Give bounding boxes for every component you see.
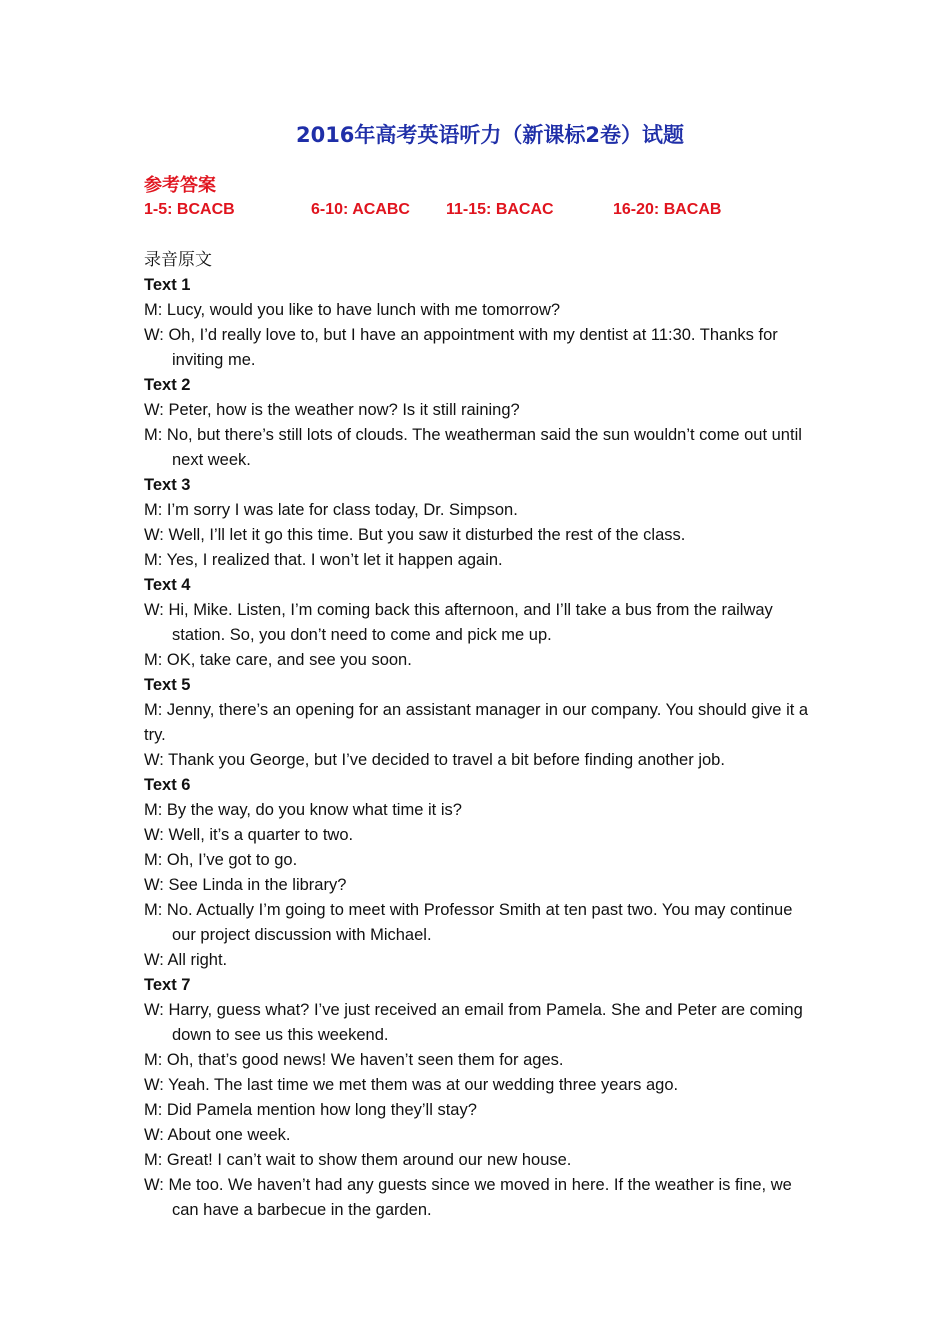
dialogue-line: M: Did Pamela mention how long they’ll stay? bbox=[144, 1101, 477, 1119]
dialogue-line: M: OK, take care, and see you soon. bbox=[144, 651, 412, 669]
text-heading: Text 5 bbox=[144, 676, 191, 694]
dialogue-line: W: Oh, I’d really love to, but I have an appointment with my dentist at 11:30. Thanks for inviting me. bbox=[144, 326, 778, 369]
dialogue-line: W: All right. bbox=[144, 951, 228, 969]
text-1-section bbox=[144, 273, 812, 373]
answer-group-6-10: 6-10: ACABC bbox=[311, 201, 410, 218]
dialogue-line: W: See Linda in the library? bbox=[144, 876, 347, 894]
text-heading: Text 7 bbox=[144, 976, 191, 994]
text-heading: Text 3 bbox=[144, 476, 191, 494]
dialogue-line: M: Yes, I realized that. I won’t let it happen again. bbox=[144, 551, 503, 569]
document-title: 2016年高考英语听力（新课标2卷）试题 bbox=[295, 123, 685, 147]
dialogue-line: M: Great! I can’t wait to show them around our new house. bbox=[144, 1151, 572, 1169]
text-4-section bbox=[144, 573, 812, 673]
dialogue-line: M: No. Actually I’m going to meet with Professor Smith at ten past two. You may continue our project discussion with Michael. bbox=[144, 901, 793, 944]
text-3-section bbox=[144, 473, 812, 573]
answers-heading: 参考答案 bbox=[144, 175, 216, 196]
text-heading: Text 1 bbox=[144, 276, 191, 294]
dialogue-line: M: By the way, do you know what time it is? bbox=[144, 801, 462, 819]
text-6-section bbox=[144, 773, 812, 973]
transcript bbox=[144, 248, 812, 1223]
dialogue-line: W: Peter, how is the weather now? Is it still raining? bbox=[144, 401, 520, 419]
dialogue-line: W: Thank you George, but I’ve decided to travel a bit before finding another job. bbox=[144, 751, 725, 769]
answer-group-11-15: 11-15: BACAC bbox=[446, 201, 554, 218]
answer-group-1-5: 1-5: BCACB bbox=[144, 201, 235, 218]
transcript-heading: 录音原文 bbox=[144, 250, 212, 270]
dialogue-line: W: Harry, guess what? I’ve just received an email from Pamela. She and Peter are coming down to see us this weekend. bbox=[144, 1001, 803, 1044]
text-2-section bbox=[144, 373, 812, 473]
answer-group-16-20: 16-20: BACAB bbox=[613, 201, 722, 218]
text-heading: Text 6 bbox=[144, 776, 191, 794]
dialogue-line: W: Well, it’s a quarter to two. bbox=[144, 826, 354, 844]
text-5-section bbox=[144, 673, 812, 773]
answer-key-row bbox=[144, 198, 844, 222]
dialogue-line: W: Me too. We haven’t had any guests since we moved in here. If the weather is fine, we can have a barbecue in the garden. bbox=[144, 1176, 792, 1219]
text-heading: Text 2 bbox=[144, 376, 191, 394]
dialogue-line: W: About one week. bbox=[144, 1126, 291, 1144]
dialogue-line: M: I’m sorry I was late for class today, Dr. Simpson. bbox=[144, 501, 518, 519]
dialogue-line: W: Well, I’ll let it go this time. But you saw it disturbed the rest of the class. bbox=[144, 526, 686, 544]
dialogue-line: M: Oh, that’s good news! We haven’t seen them for ages. bbox=[144, 1051, 564, 1069]
dialogue-line: M: No, but there’s still lots of clouds. The weatherman said the sun wouldn’t come out until next week. bbox=[144, 426, 802, 469]
dialogue-line: M: Oh, I’ve got to go. bbox=[144, 851, 298, 869]
text-heading: Text 4 bbox=[144, 576, 191, 594]
dialogue-line: W: Hi, Mike. Listen, I’m coming back this afternoon, and I’ll take a bus from the railway station. So, you don’t need to come and pick me up. bbox=[144, 601, 773, 644]
text-7-section bbox=[144, 973, 812, 1223]
dialogue-line: M: Jenny, there’s an opening for an assistant manager in our company. You should give it a try. bbox=[144, 701, 809, 744]
dialogue-line: M: Lucy, would you like to have lunch with me tomorrow? bbox=[144, 301, 561, 319]
dialogue-line: W: Yeah. The last time we met them was at our wedding three years ago. bbox=[144, 1076, 679, 1094]
